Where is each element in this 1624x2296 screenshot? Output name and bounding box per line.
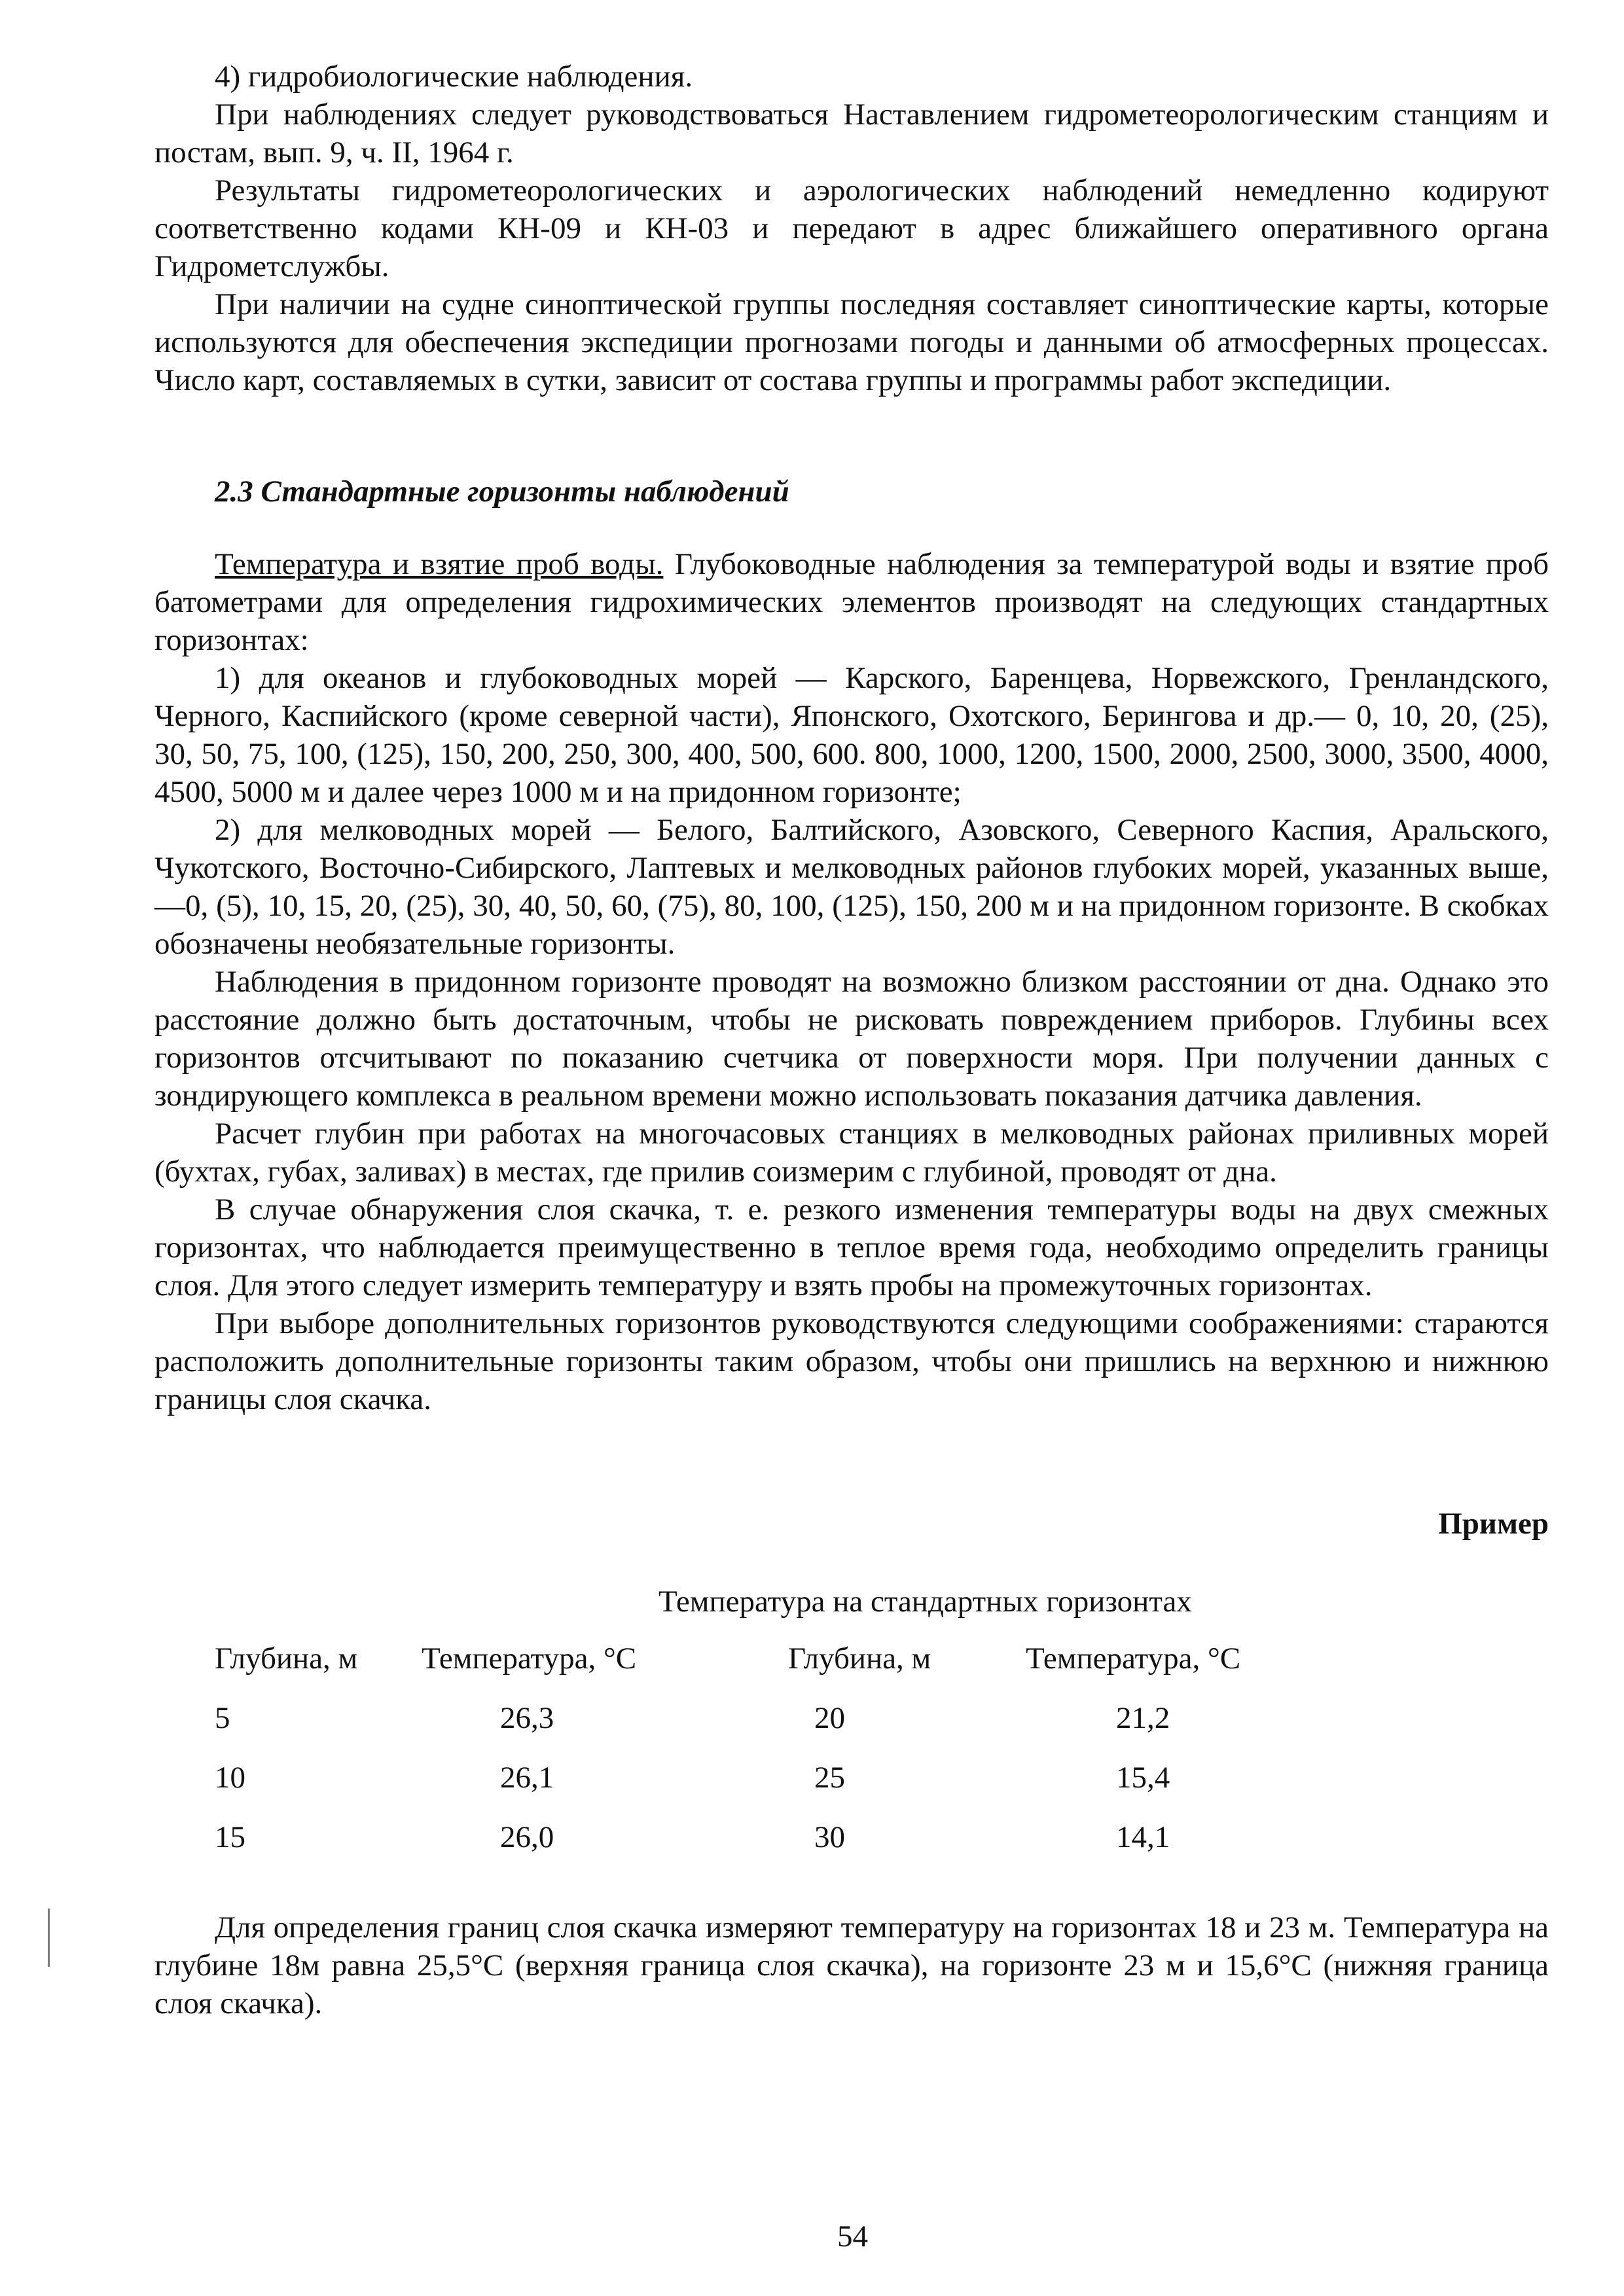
example-label: Пример bbox=[1438, 1507, 1549, 1541]
intro-text: Глубоководные наблюдения за температурой воды и взятие проб батометрами для определения гидрохимических элементов производят на следующих стандартных горизонтах: bbox=[154, 547, 1549, 657]
section-title: 2.3 Стандартные горизонты наблюдений bbox=[215, 475, 789, 509]
table-caption: Температура на стандартных горизонтах bbox=[659, 1585, 1192, 1619]
table-cell: 26,1 bbox=[500, 1761, 554, 1795]
list-item-hydrobiological: 4) гидробиологические наблюдения. bbox=[215, 60, 693, 94]
paragraph-intro bbox=[154, 545, 1549, 659]
paragraph-thermocline-example: Для определения границ слоя скачка измеряют температуру на горизонтах 18 и 23 м. Температура на глубине 18м равна 25,5°С (верхняя граница слоя скачка), на горизонте 23 м и 15,6°С (нижняя граница слоя скачка). bbox=[154, 1910, 1549, 2020]
paragraph-instructions: При наблюдениях следует руководствоваться Наставлением гидрометеорологическим станциям и постам, вып. 9, ч. II, 1964 г. bbox=[154, 98, 1549, 170]
table-header-cell: Температура, °С bbox=[1026, 1641, 1241, 1676]
table-cell: 20 bbox=[814, 1701, 845, 1735]
table-cell: 5 bbox=[215, 1701, 230, 1735]
margin-change-bar bbox=[48, 1909, 50, 1967]
table-cell: 25 bbox=[814, 1761, 845, 1795]
table-cell: 26,3 bbox=[500, 1701, 554, 1735]
table-header-cell: Глубина, м bbox=[788, 1641, 931, 1676]
table-header-cell: Температура, °С bbox=[422, 1641, 637, 1676]
main-text-block bbox=[154, 545, 1549, 1418]
table-cell: 21,2 bbox=[1116, 1701, 1170, 1735]
table-cell: 15,4 bbox=[1116, 1761, 1170, 1795]
bottom-text-block bbox=[154, 1909, 1549, 2022]
paragraph-results-coding: Результаты гидрометеорологических и аэрологических наблюдений немедленно кодируют соответственно кодами КН-09 и КН-03 и передают в адрес ближайшего оперативного органа Гидрометслужбы. bbox=[154, 173, 1549, 283]
paragraph-bottom-horizon: Наблюдения в придонном горизонте проводят на возможно близком расстоянии от дна. Однако это расстояние должно быть достаточным, чтобы не рисковать повреждением приборов. Глубины всех горизонтов отсчитывают по показанию счетчика от поверхности моря. При получении данных с зондирующего комплекса в реальном времени можно использовать показания датчика давления. bbox=[154, 965, 1549, 1113]
table-cell: 14,1 bbox=[1116, 1820, 1170, 1854]
paragraph-tidal-seas: Расчет глубин при работах на многочасовых станциях в мелководных районах приливных морей (бухтах, губах, заливах) в местах, где прилив соизмерим с глубиной, проводят от дна. bbox=[154, 1117, 1549, 1189]
table-cell: 15 bbox=[215, 1820, 245, 1854]
paragraph-thermocline: В случае обнаружения слоя скачка, т. е. резкого изменения температуры воды на двух смежных горизонтах, что наблюдается преимущественно в теплое время года, необходимо определить границы слоя. Для этого следует измерить температуру и взять пробы на промежуточных горизонтах. bbox=[154, 1193, 1549, 1302]
table-cell: 26,0 bbox=[500, 1820, 554, 1854]
paragraph-synoptic-group: При наличии на судне синоптической группы последняя составляет синоптические карты, которые используются для обеспечения экспедиции прогнозами погоды и данными об атмосферных процессах. Число карт, составляемых в сутки, зависит от состава группы и программы работ экспедиции. bbox=[154, 287, 1549, 397]
table-cell: 10 bbox=[215, 1761, 245, 1795]
page-number: 54 bbox=[837, 2219, 868, 2253]
list-item-shallow-seas: 2) для мелководных морей — Белого, Балтийского, Азовского, Северного Каспия, Аральского, Чукотского, Восточно-Сибирского, Лаптевых и мелководных районов глубоких морей, указанных выше,—0, (5), 10, 15, 20, (25), 30, 40, 50, 60, (75), 80, 100, (125), 150, 200 м и на придонном горизонте. В скобках обозначены необязательные горизонты. bbox=[154, 813, 1549, 961]
top-text-block bbox=[154, 58, 1549, 399]
list-item-deep-seas: 1) для океанов и глубоководных морей — Карского, Баренцева, Норвежского, Гренландского, Черного, Каспийского (кроме северной части), Японского, Охотского, Берингова и др.— 0, 10, 20, (25), 30, 50, 75, 100, (125), 150, 200, 250, 300, 400, 500, 600. 800, 1000, 1200, 1500, 2000, 2500, 3000, 3500, 4000, 4500, 5000 м и далее через 1000 м и на придонном горизонте; bbox=[154, 661, 1549, 809]
table-header-cell: Глубина, м bbox=[215, 1641, 358, 1676]
paragraph-additional-horizons: При выборе дополнительных горизонтов руководствуются следующими соображениями: стараются расположить дополнительные горизонты таким образом, чтобы они пришлись на верхнюю и нижнюю границы слоя скачка. bbox=[154, 1306, 1549, 1416]
table-cell: 30 bbox=[814, 1820, 845, 1854]
intro-underlined-heading: Температура и взятие проб воды. bbox=[215, 547, 664, 581]
